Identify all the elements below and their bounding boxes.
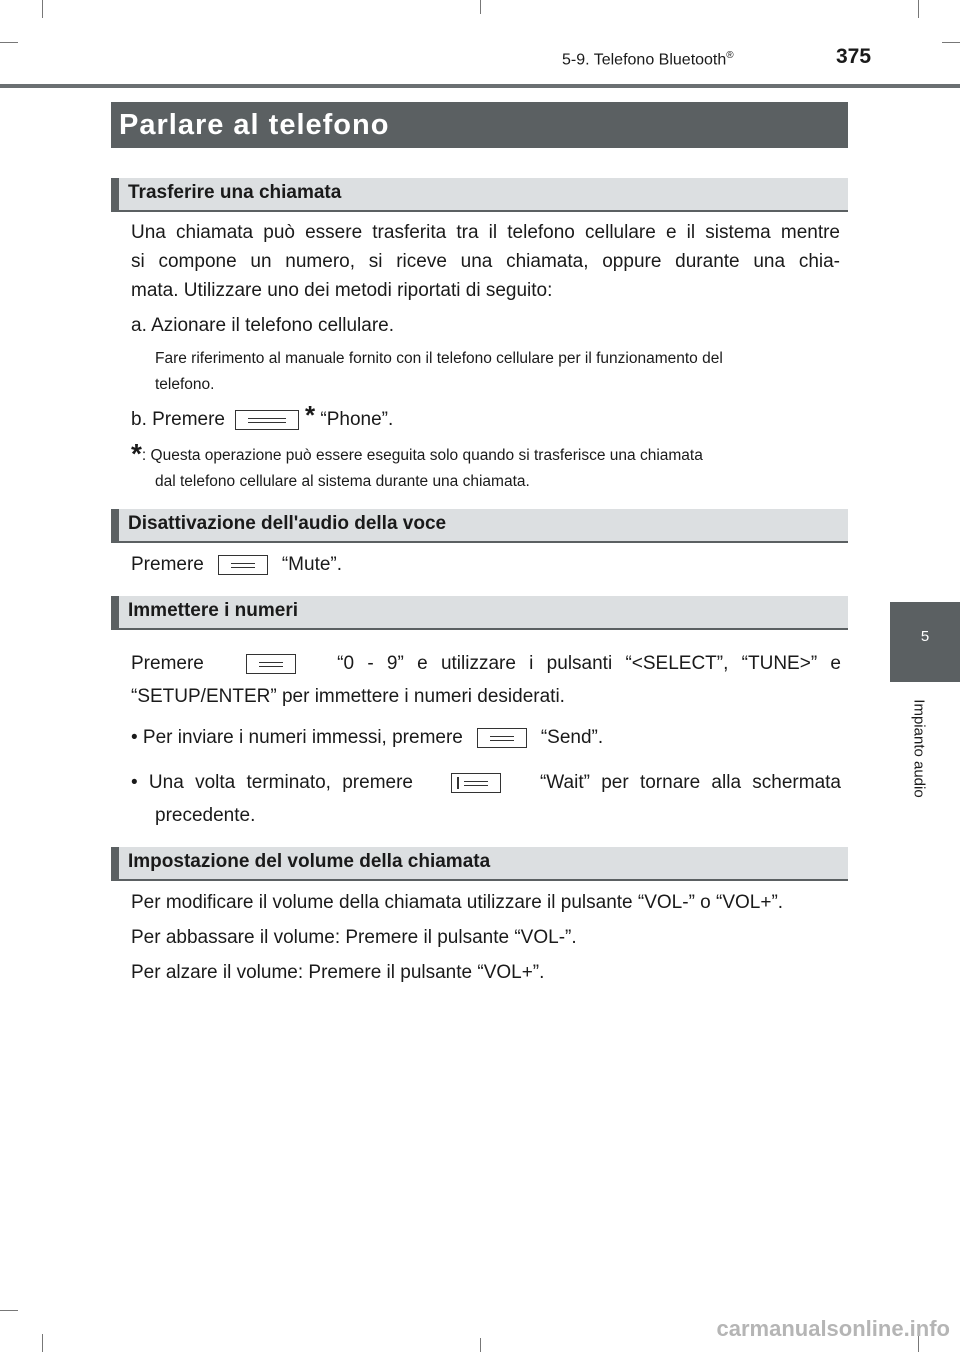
paragraph-line: si compone un numero, si riceve una chiamata, oppure durante una chia-	[131, 251, 840, 272]
bullet-action: “Send”.	[540, 727, 604, 748]
phone-button-icon	[235, 410, 299, 430]
numbers-instruction	[131, 649, 841, 678]
mute-button-icon	[218, 555, 268, 575]
section-heading-transfer: Trasferire una chiamata	[111, 178, 848, 212]
paragraph-line: “SETUP/ENTER” per immettere i numeri desiderati.	[131, 686, 565, 707]
footnote	[131, 438, 841, 469]
crop-mark	[42, 0, 43, 18]
paragraph-line: mata. Utilizzare uno dei metodi riportati di seguito:	[131, 280, 553, 301]
bullet-text: • Una volta terminato, premere	[131, 772, 413, 793]
crop-mark	[0, 42, 18, 43]
header-rule	[0, 84, 960, 88]
numbers-text: Premere	[131, 653, 204, 674]
step-b	[131, 400, 394, 434]
step-b-action: “Phone”.	[320, 409, 394, 430]
mute-text: Premere	[131, 554, 204, 575]
step-b-text: b. Premere	[131, 409, 225, 430]
page-title: Parlare al telefono	[111, 102, 848, 148]
footnote-line: dal telefono cellulare al sistema durante una chiamata.	[155, 473, 530, 490]
send-button-icon	[477, 728, 527, 748]
bullet-send	[131, 723, 603, 752]
numbers-button-icon	[246, 654, 296, 674]
crop-mark	[480, 0, 481, 14]
bullet-wait	[131, 768, 841, 797]
page-number: 375	[836, 45, 872, 68]
crop-mark	[918, 0, 919, 18]
paragraph-line: Per abbassare il volume: Premere il pulsante “VOL-”.	[131, 927, 577, 948]
footnote-mark: *	[131, 438, 142, 469]
crop-mark	[0, 1310, 18, 1311]
step-a: a. Azionare il telefono cellulare.	[131, 315, 394, 336]
crop-mark	[942, 42, 960, 43]
wait-button-icon	[451, 773, 501, 793]
paragraph-line: precedente.	[155, 805, 256, 826]
footnote-line: : Questa operazione può essere eseguita solo quando si trasferisce una chiamata	[141, 447, 703, 464]
section-header: 5-9. Telefono Bluetooth®	[562, 50, 734, 69]
bullet-action: “Wait” per tornare alla schermata	[539, 772, 841, 793]
watermark: carmanualsonline.info	[716, 1316, 950, 1341]
chapter-tab: 5	[890, 602, 960, 682]
section-heading-volume: Impostazione del volume della chiamata	[111, 847, 848, 881]
paragraph-line: Una chiamata può essere trasferita tra il telefono cellulare e il sistema mentre	[131, 222, 840, 243]
section-heading-mute: Disattivazione dell'audio della voce	[111, 509, 848, 543]
bullet-text: • Per inviare i numeri immessi, premere	[131, 727, 463, 748]
chapter-label	[892, 690, 928, 820]
paragraph-line: Per modificare il volume della chiamata utilizzare il pulsante “VOL-” o “VOL+”.	[131, 892, 784, 913]
mute-instruction	[131, 550, 342, 579]
note-line: telefono.	[155, 376, 215, 393]
footnote-star: *	[304, 400, 316, 430]
numbers-action: “0 - 9” e utilizzare i pulsanti “<SELECT”, “TUNE>” e	[337, 653, 841, 674]
chapter-label-text: Impianto audio	[910, 699, 928, 798]
crop-mark	[42, 1334, 43, 1352]
paragraph-line: Per alzare il volume: Premere il pulsante “VOL+”.	[131, 962, 545, 983]
note-line: Fare riferimento al manuale fornito con il telefono cellulare per il funzionamento del	[155, 350, 723, 367]
mute-action: “Mute”.	[281, 554, 343, 575]
crop-mark	[480, 1338, 481, 1352]
section-heading-numbers: Immettere i numeri	[111, 596, 848, 630]
